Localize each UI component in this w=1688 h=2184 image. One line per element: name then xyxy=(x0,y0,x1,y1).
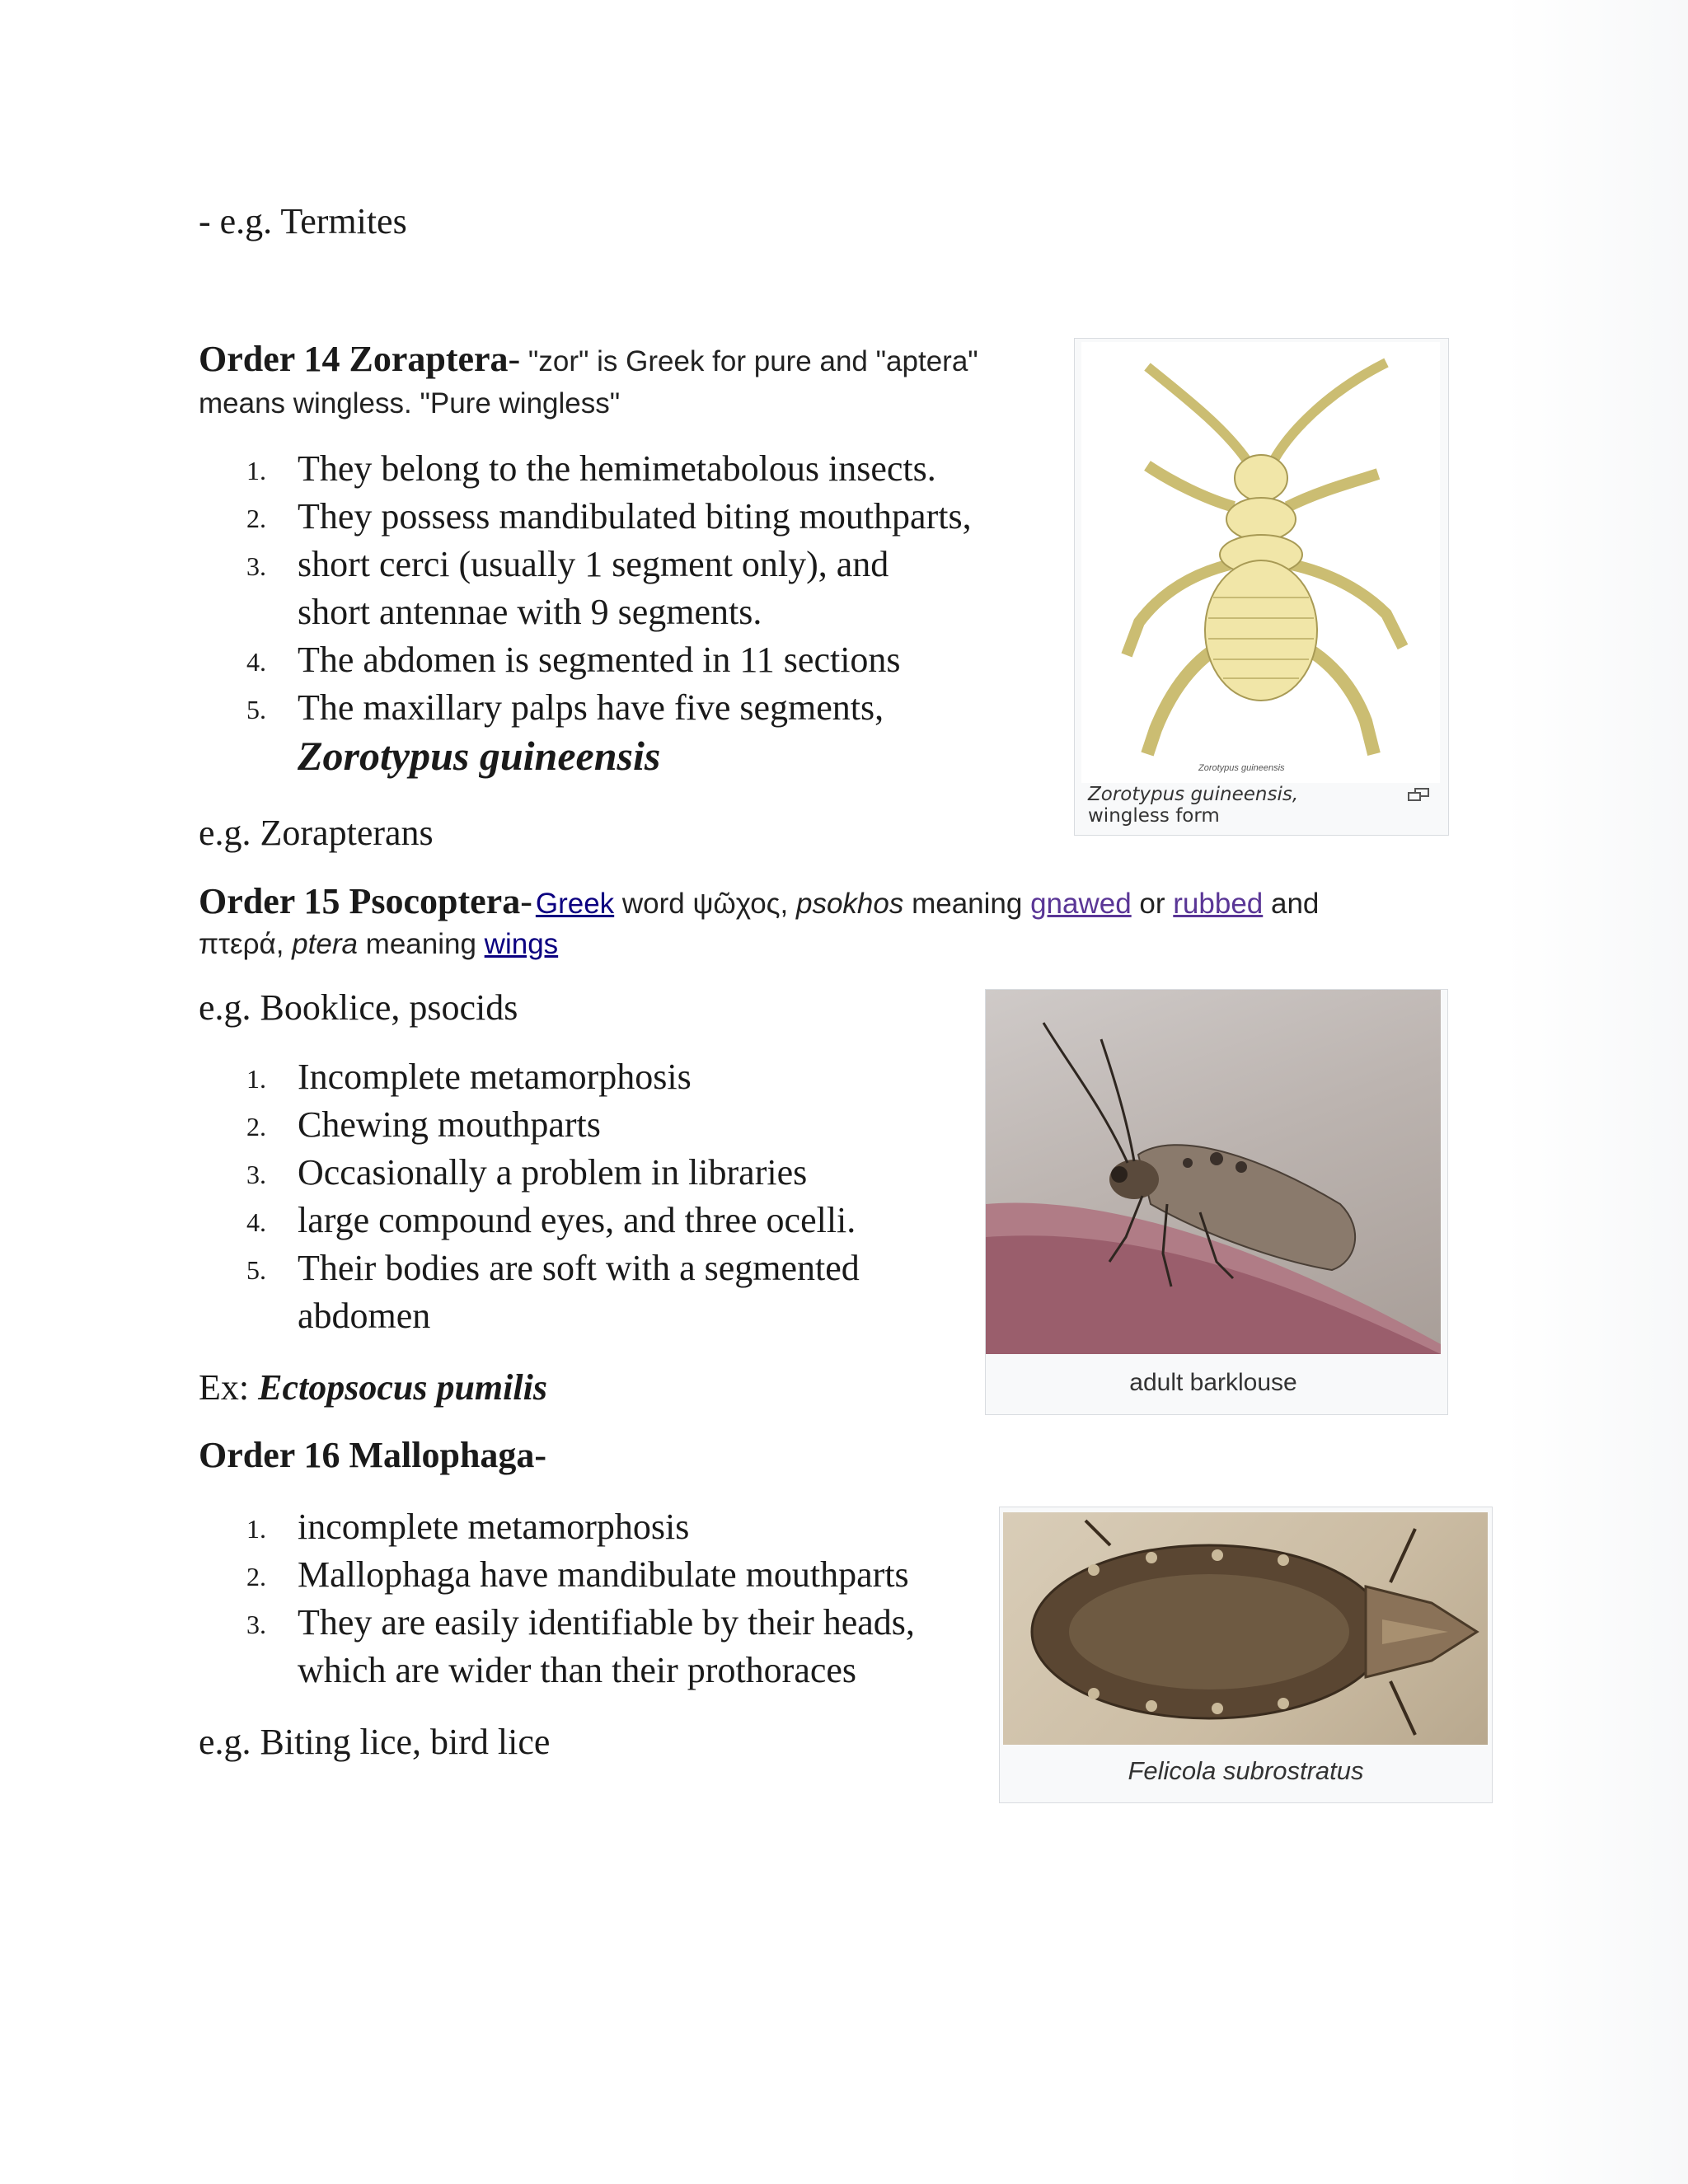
felicola-photo xyxy=(1003,1512,1488,1745)
gnawed-link[interactable]: gnawed xyxy=(1030,888,1132,920)
list-item: 2. Mallophaga have mandibulate mouthparts xyxy=(246,1554,909,1595)
list-item: 1. They belong to the hemimetabolous insects. xyxy=(246,448,936,489)
page-edge-shade xyxy=(1504,0,1688,2184)
order15-list xyxy=(199,1053,860,1340)
order15-title: Order 15 Psocoptera xyxy=(199,881,521,921)
order14-species: Zorotypus guineensis xyxy=(298,733,661,779)
list-item: 5. Their bodies are soft with a segmented xyxy=(246,1248,860,1288)
order14-heading-line xyxy=(199,338,978,380)
list-item: 3. Occasionally a problem in libraries xyxy=(246,1152,808,1193)
termites-example: - e.g. Termites xyxy=(199,201,407,241)
order14-example: e.g. Zorapterans xyxy=(199,813,434,853)
greek-link[interactable]: Greek xyxy=(535,888,615,920)
order15-species: Ectopsocus pumilis xyxy=(258,1367,547,1408)
order14-etymology: "zor" is Greek for pure and "aptera" xyxy=(520,345,978,377)
list-item: 3. short cerci (usually 1 segment only), and xyxy=(246,544,889,584)
list-item: which are wider than their prothoraces xyxy=(298,1650,857,1690)
zorotypus-illustration xyxy=(1081,342,1440,783)
enlarge-icon[interactable] xyxy=(1407,788,1430,801)
felicola-caption: Felicola subrostratus xyxy=(1128,1756,1364,1785)
zorotypus-caption-line2: wingless form xyxy=(1088,805,1220,827)
order15-example: e.g. Booklice, psocids xyxy=(199,987,518,1028)
list-item: 1. Incomplete metamorphosis xyxy=(246,1057,692,1097)
order15-ex-line: Ex: Ectopsocus pumilis xyxy=(199,1367,547,1408)
felicola-drawing xyxy=(1003,1512,1488,1745)
order15-etymology: Greek word ψῶχος, psokhos meaning gnawed or rubbed and xyxy=(535,888,1320,920)
list-item: 5. The maxillary palps have five segments, xyxy=(246,687,884,728)
rubbed-link[interactable]: rubbed xyxy=(1173,888,1264,920)
order14-title: Order 14 Zoraptera xyxy=(199,339,509,379)
list-item: 1. incomplete metamorphosis xyxy=(246,1507,690,1547)
list-item: 2. Chewing mouthparts xyxy=(246,1104,601,1145)
order14-etymology-cont: means wingless. "Pure wingless" xyxy=(199,387,621,419)
barklouse-photo xyxy=(986,990,1441,1354)
list-item: short antennae with 9 segments. xyxy=(298,592,762,632)
barklouse-caption: adult barklouse xyxy=(1129,1369,1297,1396)
list-item: 2. They possess mandibulated biting mouthparts, xyxy=(246,496,972,537)
felicola-figure xyxy=(999,1507,1493,1803)
order14-dash: - xyxy=(508,339,521,379)
order15-etymology-cont: πτερά, ptera meaning wings xyxy=(199,928,559,960)
order15-heading-line xyxy=(199,880,1319,922)
list-item: 4. The abdomen is segmented in 11 sections xyxy=(246,640,901,680)
zorotypus-small-label: Zorotypus guineensis xyxy=(1198,763,1285,773)
order15-dash: - xyxy=(520,881,532,921)
list-item: abdomen xyxy=(298,1296,431,1336)
zorotypus-figure xyxy=(1074,338,1449,836)
zorotypus-caption-line1: Zorotypus guineensis, xyxy=(1088,784,1299,805)
barklouse-figure xyxy=(985,989,1448,1415)
list-item: 3. They are easily identifiable by their heads, xyxy=(246,1602,915,1643)
wings-link[interactable]: wings xyxy=(484,928,559,960)
insect-drawing xyxy=(1081,342,1440,783)
order16-title: Order 16 Mallophaga- xyxy=(199,1435,547,1475)
barklouse-drawing xyxy=(986,990,1441,1354)
list-item: 4. large compound eyes, and three ocelli. xyxy=(246,1200,856,1240)
order14-list xyxy=(199,445,972,732)
order16-list xyxy=(199,1503,915,1694)
order16-example: e.g. Biting lice, bird lice xyxy=(199,1722,551,1762)
